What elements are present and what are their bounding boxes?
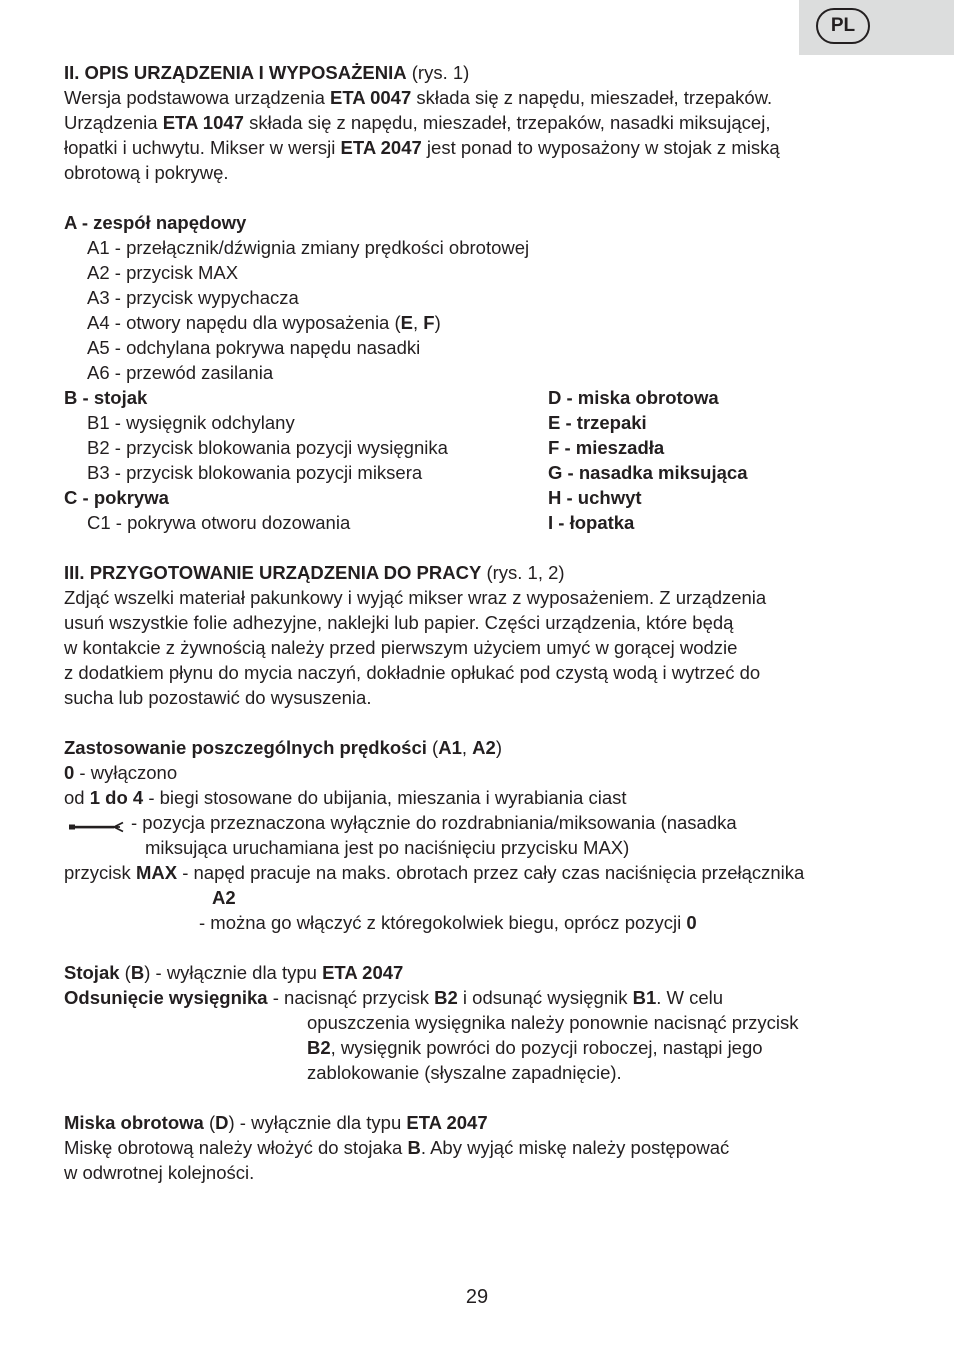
paragraph-line: sucha lub pozostawić do wysuszenia. bbox=[64, 687, 372, 708]
paragraph-line: obrotową i pokrywę. bbox=[64, 162, 229, 183]
page-number: 29 bbox=[465, 1286, 489, 1308]
arm-release-cont: B2, wysięgnik powróci do pozycji roboczej, nastąpi jego bbox=[307, 1037, 763, 1058]
part-b2: B2 - przycisk blokowania pozycji wysięgnika bbox=[87, 437, 448, 458]
speed-blend-cont: miksująca uruchamiana jest po naciśnięciu przycisku MAX) bbox=[145, 837, 630, 858]
paragraph-line: usuń wszystkie folie adhezyjne, naklejki lub papier. Części urządzenia, które będą bbox=[64, 612, 734, 633]
part-f: F - mieszadła bbox=[548, 437, 665, 458]
part-a2: A2 - przycisk MAX bbox=[87, 262, 239, 283]
paragraph-line: Zdjąć wszelki materiał pakunkowy i wyjąć mikser wraz z wyposażeniem. Z urządzenia bbox=[64, 587, 767, 608]
paragraph-line: Urządzenia ETA 1047 składa się z napędu, mieszadeł, trzepaków, nasadki miksującej, bbox=[64, 112, 771, 133]
section-2-heading: II. OPIS URZĄDZENIA I WYPOSAŻENIA (rys. 1) bbox=[64, 62, 470, 83]
speed-zero: 0 - wyłączono bbox=[64, 762, 178, 783]
part-g: G - nasadka miksująca bbox=[548, 462, 748, 483]
part-a4: A4 - otwory napędu dla wyposażenia (E, F) bbox=[87, 312, 441, 333]
part-a1: A1 - przełącznik/dźwignia zmiany prędkości obrotowej bbox=[87, 237, 530, 258]
paragraph-line: z dodatkiem płynu do mycia naczyń, dokładnie opłukać pod czystą wodą i wytrzeć do bbox=[64, 662, 761, 683]
part-group-b: B - stojak bbox=[64, 387, 148, 408]
speed-blend: - pozycja przeznaczona wyłącznie do rozdrabniania/miksowania (nasadka bbox=[131, 812, 737, 833]
paragraph-line: w odwrotnej kolejności. bbox=[64, 1162, 255, 1183]
paragraph-line: Wersja podstawowa urządzenia ETA 0047 składa się z napędu, mieszadeł, trzepaków. bbox=[64, 87, 773, 108]
bowl-heading: Miska obrotowa (D) - wyłącznie dla typu ETA 2047 bbox=[64, 1112, 488, 1133]
part-a6: A6 - przewód zasilania bbox=[87, 362, 274, 383]
max-button-desc: przycisk MAX - napęd pracuje na maks. obrotach przez cały czas naciśnięcia przełącznika bbox=[64, 862, 805, 883]
part-a5: A5 - odchylana pokrywa napędu nasadki bbox=[87, 337, 421, 358]
part-group-a: A - zespół napędowy bbox=[64, 212, 247, 233]
arm-release-cont: zablokowanie (słyszalne zapadnięcie). bbox=[307, 1062, 622, 1083]
section-3-heading: III. PRZYGOTOWANIE URZĄDZENIA DO PRACY (rys. 1, 2) bbox=[64, 562, 565, 583]
stand-heading: Stojak (B) - wyłącznie dla typu ETA 2047 bbox=[64, 962, 404, 983]
blender-icon bbox=[68, 821, 124, 833]
arm-release-cont: opuszczenia wysięgnika należy ponownie nacisnąć przycisk bbox=[307, 1012, 799, 1033]
part-d: D - miska obrotowa bbox=[548, 387, 719, 408]
max-button-a2: A2 bbox=[212, 887, 236, 908]
part-b1: B1 - wysięgnik odchylany bbox=[87, 412, 295, 433]
part-h: H - uchwyt bbox=[548, 487, 642, 508]
speed-range: od 1 do 4 - biegi stosowane do ubijania, mieszania i wyrabiania ciast bbox=[64, 787, 627, 808]
part-i: I - łopatka bbox=[548, 512, 635, 533]
max-button-desc2: - można go włączyć z któregokolwiek biegu, oprócz pozycji 0 bbox=[199, 912, 697, 933]
part-e: E - trzepaki bbox=[548, 412, 647, 433]
part-group-c: C - pokrywa bbox=[64, 487, 169, 508]
paragraph-line: łopatki i uchwytu. Mikser w wersji ETA 2047 jest ponad to wyposażony w stojak z miską bbox=[64, 137, 780, 158]
part-b3: B3 - przycisk blokowania pozycji miksera bbox=[87, 462, 423, 483]
paragraph-line: Miskę obrotową należy włożyć do stojaka B. Aby wyjąć miskę należy postępować bbox=[64, 1137, 730, 1158]
part-a3: A3 - przycisk wypychacza bbox=[87, 287, 299, 308]
paragraph-line: w kontakcie z żywnością należy przed pierwszym użyciem umyć w gorącej wodzie bbox=[64, 637, 738, 658]
part-c1: C1 - pokrywa otworu dozowania bbox=[87, 512, 351, 533]
arm-release: Odsunięcie wysięgnika - nacisnąć przycisk B2 i odsunąć wysięgnik B1. W celu bbox=[64, 987, 724, 1008]
language-badge: PL bbox=[816, 8, 870, 44]
speeds-heading: Zastosowanie poszczególnych prędkości (A1, A2) bbox=[64, 737, 502, 758]
